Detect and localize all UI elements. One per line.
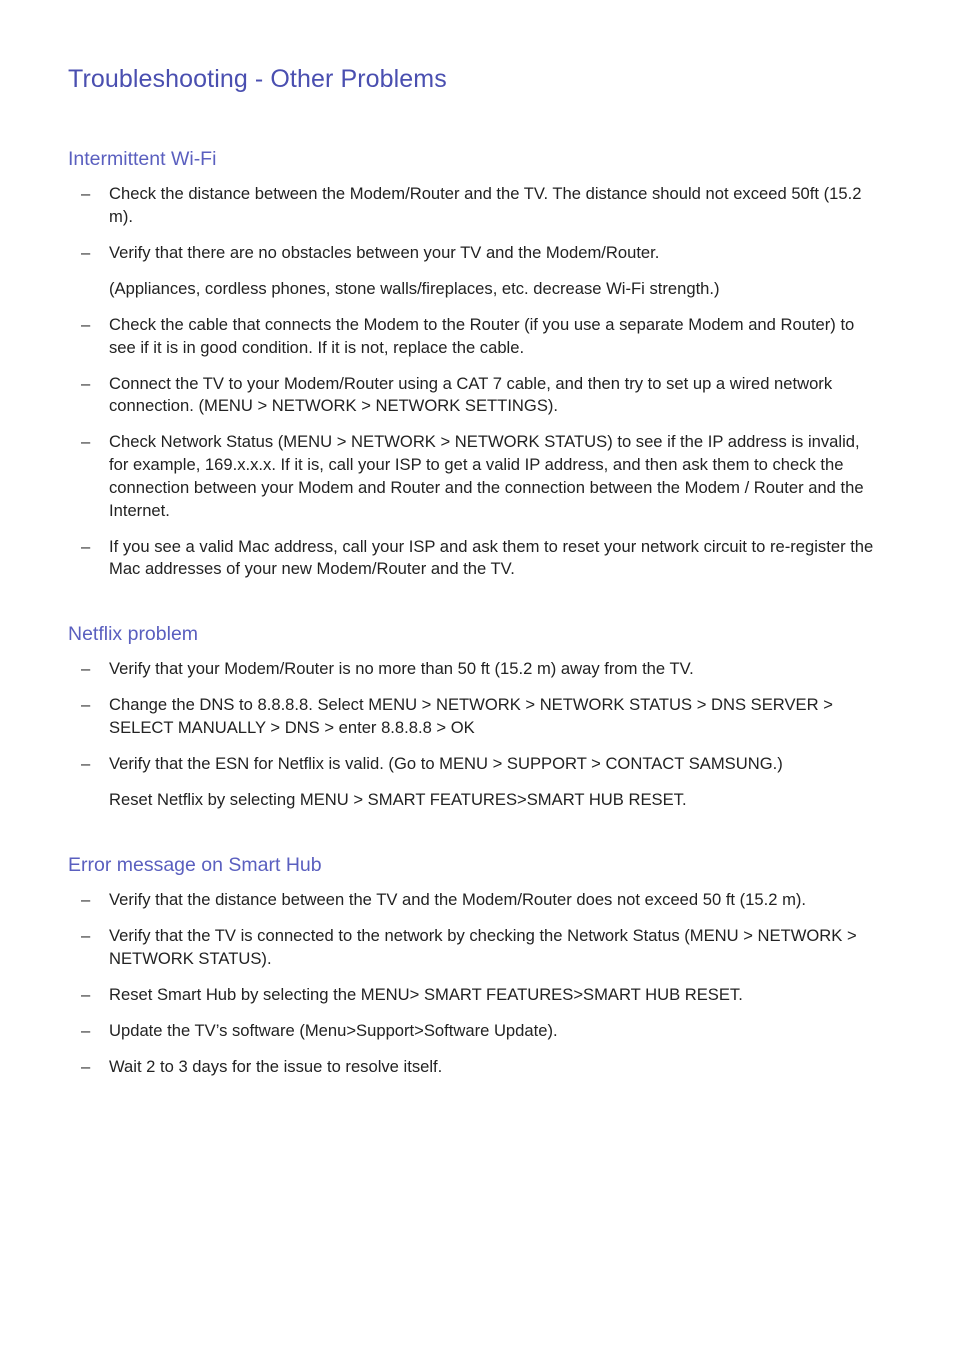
- list-item-text: Verify that the TV is connected to the network by checking the Network Status (MENU > NETWORK > NETWORK STATUS).: [109, 925, 857, 968]
- list-item-text: Verify that your Modem/Router is no more than 50 ft (15.2 m) away from the TV.: [109, 659, 694, 679]
- list-item: [68, 889, 880, 912]
- section-heading: Netflix problem: [68, 623, 199, 646]
- dash-bullet: –: [81, 1056, 91, 1076]
- dash-bullet: –: [81, 184, 91, 203]
- list-item: [68, 753, 880, 776]
- list-item: [68, 242, 880, 265]
- dash-bullet: –: [81, 314, 91, 334]
- section-heading: Intermittent Wi-Fi: [68, 148, 217, 170]
- list-item-text: Update the TV’s software (Menu>Support>Software Update).: [109, 1020, 558, 1040]
- list-item-text: Reset Smart Hub by selecting the MENU> SMART FEATURES>SMART HUB RESET.: [109, 984, 743, 1004]
- list-item: [68, 925, 880, 971]
- list-item: [68, 183, 880, 229]
- list-item-text: Check the cable that connects the Modem to the Router (if you use a separate Modem and Router) to see if it is in good condition. If it is not, replace the cable.: [109, 314, 855, 357]
- dash-bullet: –: [81, 984, 91, 1004]
- dash-bullet: –: [81, 889, 91, 909]
- list-item-text: Wait 2 to 3 days for the issue to resolve itself.: [109, 1056, 443, 1076]
- dash-bullet: –: [81, 536, 91, 556]
- dash-bullet: –: [81, 1020, 91, 1040]
- section-heading: Error message on Smart Hub: [68, 853, 322, 876]
- list-item-text: Check the distance between the Modem/Router and the TV. The distance should not exceed 50ft (15.2 m).: [109, 184, 862, 226]
- list-item: [68, 694, 880, 740]
- dash-bullet: –: [81, 754, 91, 774]
- list-item-text: Change the DNS to 8.8.8.8. Select MENU > NETWORK > NETWORK STATUS > DNS SERVER > SELECT MANUALLY > DNS > enter 8.8.8.8 > OK: [109, 695, 833, 738]
- list-note: (Appliances, cordless phones, stone walls/fireplaces, etc. decrease Wi-Fi strength.): [109, 278, 720, 298]
- dash-bullet: –: [81, 242, 91, 262]
- dash-bullet: –: [81, 659, 91, 679]
- list-item: [68, 1020, 880, 1043]
- list-item-text: Connect the TV to your Modem/Router using a CAT 7 cable, and then try to set up a wired network connection. (MENU > NETWORK > NETWORK SETTINGS).: [109, 373, 833, 416]
- dash-bullet: –: [81, 925, 91, 945]
- list-item-text: Verify that there are no obstacles between your TV and the Modem/Router.: [109, 242, 660, 262]
- list-item: [68, 984, 880, 1007]
- list-item-text: If you see a valid Mac address, call your ISP and ask them to reset your network circuit to re-register the Mac addresses of your new Modem/Router and the TV.: [109, 536, 874, 579]
- list-item: [68, 658, 880, 681]
- list-item: [68, 431, 880, 522]
- dash-bullet: –: [81, 695, 91, 715]
- list-item: [68, 314, 880, 360]
- list-item: [68, 373, 880, 419]
- list-item-text: Check Network Status (MENU > NETWORK > NETWORK STATUS) to see if the IP address is invalid, for example, 169.x.x.x. If it is, call your ISP to get a valid IP address, and then ask them to check the connection between your Modem and Router and the connection between the Modem / Router and the Internet.: [109, 432, 864, 520]
- list-item-text: Verify that the ESN for Netflix is valid. (Go to MENU > SUPPORT > CONTACT SAMSUNG.): [109, 754, 783, 774]
- dash-bullet: –: [81, 432, 91, 452]
- section-intermittent-wifi: [68, 146, 880, 581]
- dash-bullet: –: [81, 373, 91, 393]
- list-item: [68, 536, 880, 582]
- page-title: Troubleshooting - Other Problems: [68, 65, 447, 93]
- section-netflix-problem: [68, 621, 880, 812]
- section-error-smart-hub: [68, 852, 880, 1079]
- document-page: [68, 62, 880, 1118]
- list-note: Reset Netflix by selecting MENU > SMART FEATURES>SMART HUB RESET.: [109, 790, 687, 810]
- list-item-text: Verify that the distance between the TV and the Modem/Router does not exceed 50 ft (15.2 m).: [109, 889, 807, 909]
- list-item: [68, 1056, 880, 1079]
